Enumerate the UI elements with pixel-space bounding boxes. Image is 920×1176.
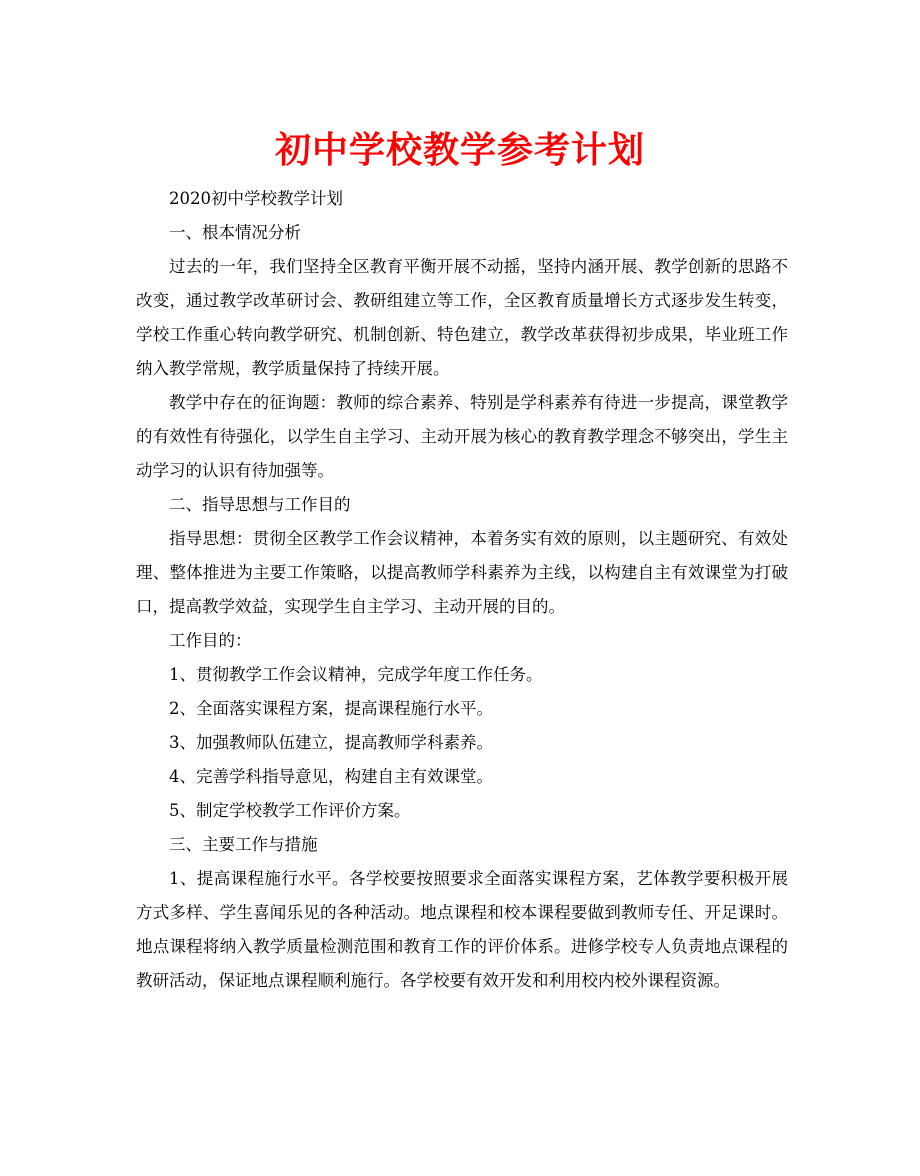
body-paragraph: 教学中存在的征询题：教师的综合素养、特别是学科素养有待进一步提高，课堂教学的有效性有待强化，以学生自主学习、主动开展为核心的教育教学理念不够突出，学生主动学习的认识有待加强等。 xyxy=(136,393,788,480)
goal-item: 3、加强教师队伍建立，提高教师学科素养。 xyxy=(169,733,493,752)
document-title: 初中学校教学参考计划 xyxy=(274,129,645,171)
body-paragraph: 过去的一年，我们坚持全区教育平衡开展不动摇，坚持内涵开展、教学创新的思路不改变，通过教学改革研讨会、教研组建立等工作，全区教育质量增长方式逐步发生转变，学校工作重心转向教学研究、机制创新、特色建立，教学改革获得初步成果，毕业班工作纳入教学常规，教学质量保持了持续开展。 xyxy=(136,257,788,378)
section-heading-2: 二、指导思想与工作目的 xyxy=(169,495,351,514)
goal-item: 4、完善学科指导意见，构建自主有效课堂。 xyxy=(169,767,493,786)
section-heading-3: 三、主要工作与措施 xyxy=(169,835,318,854)
document-body xyxy=(136,182,788,998)
goals-label: 工作目的： xyxy=(169,631,252,650)
goal-item: 2、全面落实课程方案，提高课程施行水平。 xyxy=(169,699,493,718)
subtitle-line: 2020初中学校教学计划 xyxy=(169,189,343,208)
body-paragraph: 指导思想：贯彻全区教学工作会议精神，本着务实有效的原则，以主题研究、有效处理、整体推进为主要工作策略，以提高教师学科素养为主线，以构建自主有效课堂为打破口，提高教学效益，实现学生自主学习、主动开展的目的。 xyxy=(136,529,788,616)
body-paragraph: 1、提高课程施行水平。各学校要按照要求全面落实课程方案，艺体教学要积极开展方式多样、学生喜闻乐见的各种活动。地点课程和校本课程要做到教师专任、开足课时。地点课程将纳入教学质量检测范围和教育工作的评价体系。进修学校专人负责地点课程的教研活动，保证地点课程顺利施行。各学校要有效开发和利用校内校外课程资源。 xyxy=(136,869,788,990)
goal-item: 1、贯彻教学工作会议精神，完成学年度工作任务。 xyxy=(169,665,543,684)
section-heading-1: 一、根本情况分析 xyxy=(169,223,301,242)
goal-item: 5、制定学校教学工作评价方案。 xyxy=(169,801,411,820)
